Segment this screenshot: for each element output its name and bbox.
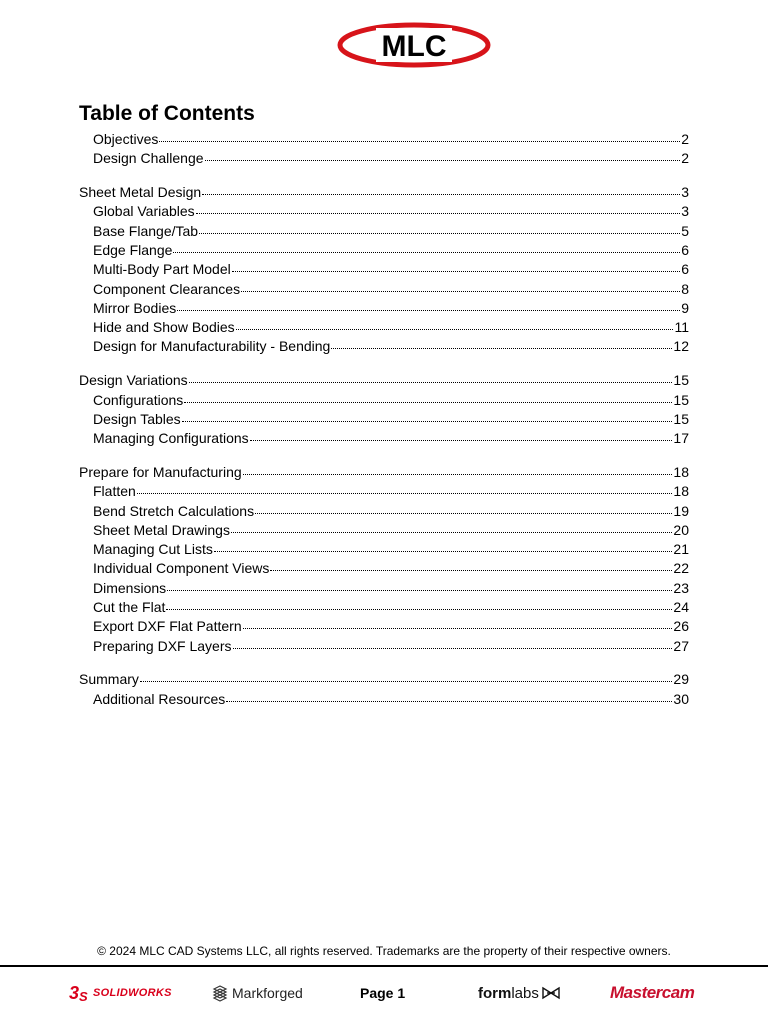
copyright-notice: © 2024 MLC CAD Systems LLC, all rights reserved. Trademarks are the property of their respective owners.: [97, 944, 671, 958]
toc-entry-page: 6: [681, 261, 689, 278]
toc-entry-title: Sheet Metal Design: [79, 184, 202, 201]
toc-entry-page: 18: [673, 483, 689, 500]
toc-dot-leader: [196, 200, 681, 214]
toc-dot-leader: [236, 316, 674, 330]
toc-entry-page: 15: [673, 391, 689, 408]
toc-entry-title: Component Clearances: [93, 280, 241, 297]
toc-entry-page: 27: [673, 637, 689, 654]
toc-dot-leader: [199, 220, 680, 234]
3ds-logo-icon: [68, 981, 90, 1005]
toc-entry-title: Objectives: [93, 131, 159, 147]
toc-dot-leader: [173, 239, 680, 253]
page-number: Page 1: [360, 985, 406, 1001]
toc-dot-leader: [159, 128, 680, 142]
mastercam-wordmark: Mastercam: [610, 983, 695, 1002]
toc-entry-title: Preparing DXF Layers: [93, 637, 232, 654]
solidworks-wordmark: SOLIDWORKS: [93, 987, 172, 999]
toc-entry-page: 21: [673, 541, 689, 558]
toc-dot-leader: [202, 181, 680, 195]
toc-dot-leader: [250, 427, 673, 441]
toc-entry-page: 18: [673, 463, 689, 480]
toc-dot-leader: [137, 480, 673, 494]
toc-dot-leader: [177, 297, 680, 311]
toc-entry-title: Managing Configurations: [93, 430, 249, 447]
toc-entry[interactable]: [79, 690, 689, 709]
toc-entry-title: Global Variables: [93, 203, 195, 220]
toc-entry-page: 15: [673, 372, 689, 389]
toc-dot-leader: [231, 519, 672, 533]
toc-entry-page: 9: [681, 299, 689, 316]
toc-dot-leader: [241, 278, 680, 292]
toc-entry-title: Base Flange/Tab: [93, 222, 199, 239]
toc-entry[interactable]: [79, 149, 689, 168]
table-of-contents: [79, 130, 689, 709]
toc-entry-page: 15: [673, 410, 689, 427]
toc-dot-leader: [270, 557, 672, 571]
toc-entry-page: 26: [673, 618, 689, 635]
markforged-logo-icon: [212, 984, 228, 1002]
formlabs-wordmark-bold: form: [478, 984, 512, 1002]
toc-entry-title: Hide and Show Bodies: [93, 319, 235, 336]
toc-dot-leader: [226, 688, 672, 702]
toc-entry-page: 22: [673, 560, 689, 577]
toc-entry-page: 2: [681, 150, 689, 167]
toc-entry-title: Design for Manufacturability - Bending: [93, 338, 331, 355]
toc-entry-title: Individual Component Views: [93, 560, 270, 577]
toc-entry-page: 30: [673, 690, 689, 707]
toc-entry-page: 5: [681, 222, 689, 239]
toc-entry-page: 23: [673, 579, 689, 596]
toc-entry-title: Managing Cut Lists: [93, 541, 213, 558]
mlc-logo: [336, 22, 492, 68]
toc-entry-page: 17: [673, 430, 689, 447]
toc-dot-leader: [232, 258, 680, 272]
toc-entry-title: Multi-Body Part Model: [93, 261, 231, 278]
toc-dot-leader: [205, 147, 681, 161]
toc-entry-page: 3: [681, 203, 689, 220]
toc-entry-page: 11: [674, 319, 689, 336]
toc-dot-leader: [166, 596, 672, 610]
toc-entry-title: Export DXF Flat Pattern: [93, 618, 242, 635]
toc-entry-page: 3: [681, 184, 689, 201]
formlabs-wordmark: [478, 985, 539, 1002]
svg-text:S: S: [79, 989, 88, 1004]
mlc-logo-text: MLC: [381, 30, 447, 63]
toc-dot-leader: [233, 635, 673, 649]
toc-dot-leader: [255, 500, 672, 514]
toc-entry-title: Flatten: [93, 483, 136, 500]
toc-dot-leader: [243, 461, 673, 475]
toc-dot-leader: [140, 668, 673, 682]
footer-divider: [0, 965, 768, 967]
markforged-wordmark: Markforged: [232, 985, 303, 1001]
toc-entry-page: 6: [681, 241, 689, 258]
toc-dot-leader: [214, 538, 673, 552]
toc-entry-title: Prepare for Manufacturing: [79, 463, 242, 480]
toc-entry-title: Dimensions: [93, 579, 167, 596]
toc-entry-title: Cut the Flat: [93, 599, 166, 616]
toc-entry-title: Design Variations: [79, 372, 188, 389]
toc-entry-title: Design Challenge: [93, 150, 204, 167]
toc-entry-page: 24: [673, 599, 689, 616]
toc-entry-title: Bend Stretch Calculations: [93, 502, 255, 519]
mastercam-logo: [610, 980, 694, 1006]
toc-entry-page: 2: [681, 131, 689, 147]
formlabs-logo: [478, 980, 560, 1006]
formlabs-logo-icon: [542, 986, 560, 1000]
toc-entry-title: Edge Flange: [93, 241, 173, 258]
toc-dot-leader: [184, 389, 672, 403]
toc-dot-leader: [189, 369, 673, 383]
toc-entry-page: 20: [673, 521, 689, 538]
toc-dot-leader: [331, 335, 672, 349]
solidworks-logo: [68, 980, 172, 1006]
toc-entry-title: Additional Resources: [93, 690, 226, 707]
toc-entry-title: Design Tables: [93, 410, 181, 427]
formlabs-wordmark-light: labs: [511, 984, 539, 1002]
toc-entry-page: 12: [673, 338, 689, 355]
toc-entry-title: Mirror Bodies: [93, 299, 177, 316]
toc-entry[interactable]: [79, 637, 689, 656]
toc-entry[interactable]: [79, 429, 689, 448]
toc-entry-page: 8: [681, 280, 689, 297]
toc-entry-title: Sheet Metal Drawings: [93, 521, 230, 538]
toc-dot-leader: [243, 615, 673, 629]
toc-entry-title: Summary: [79, 671, 139, 688]
toc-dot-leader: [167, 577, 672, 591]
toc-entry[interactable]: [79, 337, 689, 356]
svg-text:3: 3: [69, 983, 80, 1003]
toc-entry-title: Configurations: [93, 391, 184, 408]
toc-title: Table of Contents: [79, 102, 255, 125]
toc-dot-leader: [182, 408, 673, 422]
markforged-logo: [212, 980, 303, 1006]
toc-entry-page: 29: [673, 671, 689, 688]
toc-entry-page: 19: [673, 502, 689, 519]
